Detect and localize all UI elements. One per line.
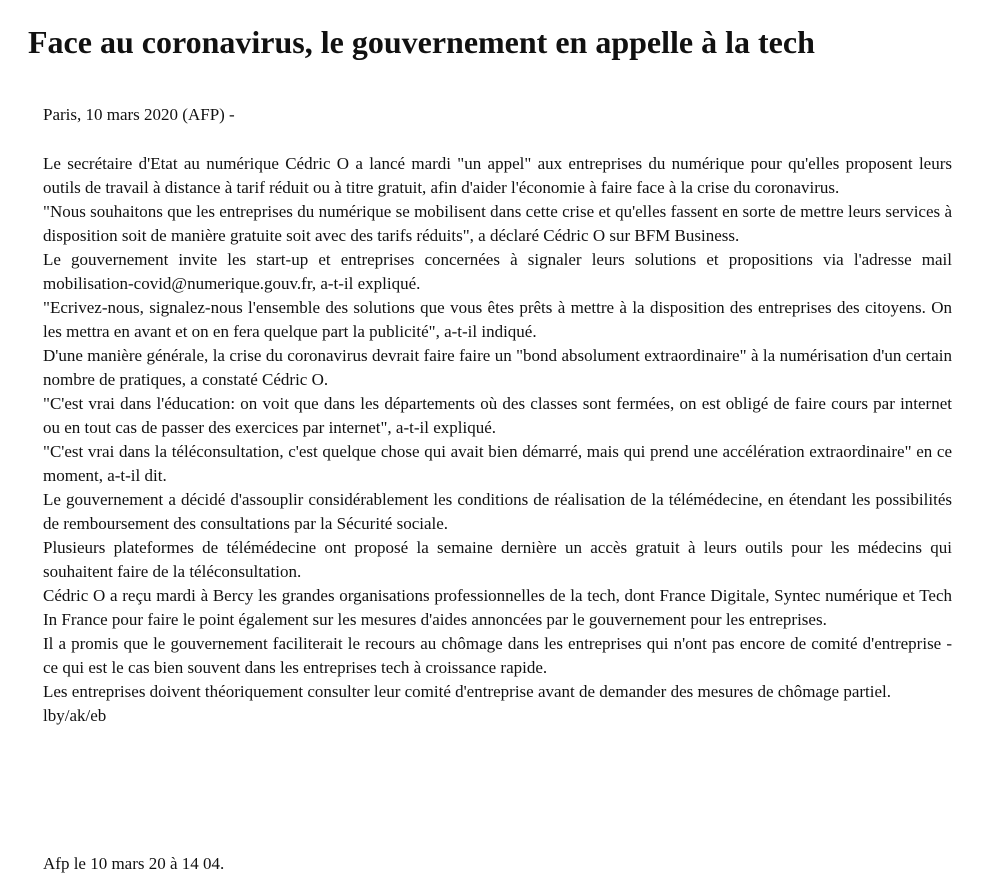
article-paragraph: Cédric O a reçu mardi à Bercy les grandes organisations professionnelles de la tech, dont France Digitale, Syntec numérique et Tech In France pour faire le point également sur les mesures d'aides annoncées par le gouvernement pour les entreprises.: [43, 586, 952, 629]
article-footer: Afp le 10 mars 20 à 14 04.: [43, 854, 225, 873]
article-paragraph: Plusieurs plateformes de télémédecine ont proposé la semaine dernière un accès gratuit à leurs outils pour les médecins qui souhaitent faire de la téléconsultation.: [43, 538, 952, 581]
article-signature: lby/ak/eb: [43, 706, 107, 725]
article-dateline: Paris, 10 mars 2020 (AFP) -: [43, 105, 235, 124]
article-paragraph: "Nous souhaitons que les entreprises du numérique se mobilisent dans cette crise et qu'elles fassent en sorte de mettre leurs services à disposition soit de manière gratuite soit avec des tarifs réduits", a déclaré Cédric O sur BFM Business.: [43, 202, 952, 245]
article-paragraph: Le gouvernement invite les start-up et entreprises concernées à signaler leurs solutions et propositions via l'adresse mail mobilisation-covid@numerique.gouv.fr, a-t-il expliqué.: [43, 250, 952, 293]
article-paragraph: "C'est vrai dans la téléconsultation, c'est quelque chose qui avait bien démarré, mais qui prend une accélération extraordinaire" en ce moment, a-t-il dit.: [43, 442, 952, 485]
article-paragraph: Le gouvernement a décidé d'assouplir considérablement les conditions de réalisation de la télémédecine, en étendant les possibilités de remboursement des consultations par la Sécurité sociale.: [43, 490, 952, 533]
article-paragraph: D'une manière générale, la crise du coronavirus devrait faire faire un "bond absolument extraordinaire" à la numérisation d'un certain nombre de pratiques, a constaté Cédric O.: [43, 346, 952, 389]
article-paragraph: "C'est vrai dans l'éducation: on voit que dans les départements où des classes sont fermées, on est obligé de faire cours par internet ou en tout cas de passer des exercices par internet", a-t-il expliqué.: [43, 394, 952, 437]
article-paragraph: Les entreprises doivent théoriquement consulter leur comité d'entreprise avant de demander des mesures de chômage partiel.: [43, 682, 892, 701]
article-body: [43, 152, 952, 728]
article-paragraph: Il a promis que le gouvernement faciliterait le recours au chômage dans les entreprises qui n'ont pas encore de comité d'entreprise - ce qui est le cas bien souvent dans les entreprises tech à croissance rapide.: [43, 634, 952, 677]
article-title: Face au coronavirus, le gouvernement en appelle à la tech: [28, 24, 815, 60]
article-paragraph: "Ecrivez-nous, signalez-nous l'ensemble des solutions que vous êtes prêts à mettre à la disposition des entreprises des citoyens. On les mettra en avant et on en fera quelque part la publicité", a-t-il indiqué.: [43, 298, 952, 341]
article-paragraph: Le secrétaire d'Etat au numérique Cédric O a lancé mardi "un appel" aux entreprises du numérique pour qu'elles proposent leurs outils de travail à distance à tarif réduit ou à titre gratuit, afin d'aider l'économie à faire face à la crise du coronavirus.: [43, 154, 952, 197]
